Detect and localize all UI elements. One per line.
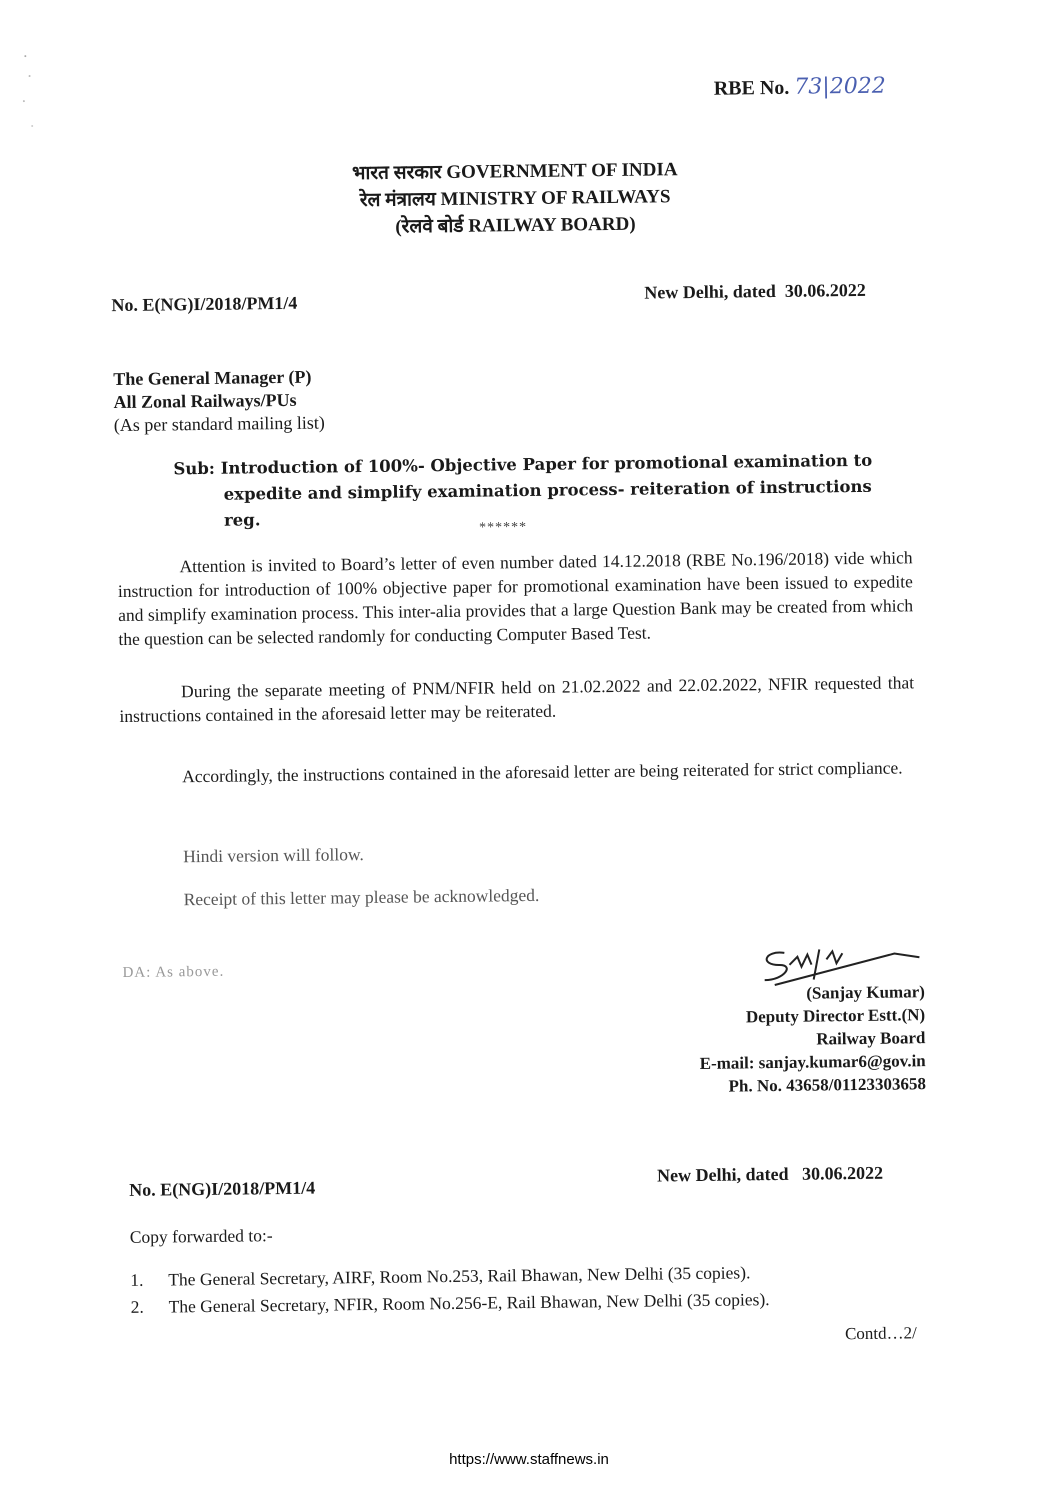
letter-date [644,280,866,304]
paragraph-2: During the separate meeting of PNM/NFIR held on 21.02.2022 and 22.02.2022, NFIR requested that instructions contained in the aforesaid letter may be reiterated. [119,672,915,727]
subject [173,447,914,534]
addressee [113,365,325,437]
addressee-line3: (As per standard mailing list) [113,412,325,436]
letterhead-line3: (रेलवे बोर्ड RAILWAY BOARD) [395,213,636,238]
subject-line2: expedite and simplify examination process- reiteration of instructions reg. [223,476,872,530]
letterhead-line2: रेल मंत्रालय MINISTRY OF RAILWAYS [359,186,671,212]
scan-speckle [15,46,46,136]
separator: ****** [479,520,528,536]
enclosure-note: DA: As above. [122,963,225,981]
paragraph-3: Accordingly, the instructions contained in the aforesaid letter are being reiterated for strict compliance. [182,757,903,787]
subject-line1: Sub: Introduction of 100%- Objective Paper for promotional examination to [173,450,873,479]
signatory-designation: Deputy Director Estt.(N) [745,1005,926,1027]
paragraph-acknowledge: Receipt of this letter may please be acknowledged. [183,884,540,910]
copy-heading: Copy forwarded to:- [129,1225,273,1247]
date-label: New Delhi, dated [644,280,776,303]
paragraph-hindi-version: Hindi version will follow. [183,844,364,867]
addressee-line2: All Zonal Railways/PUs [113,389,297,413]
date-value: 30.06.2022 [784,279,866,301]
paragraph-1: Attention is invited to Board’s letter of even number dated 14.12.2018 (RBE No.196/2018) vide which instruction for introduction of 100% objective paper for promotional examination have been issued to expedite and simplify examination process. This inter-alia provides that a large Question Bank may be created from which the question can be selected randomly for conducting Computer Based Test. [117,547,914,650]
copy-list [130,1259,770,1321]
signatory-phone: Ph. No. 43658/01123303658 [728,1074,927,1096]
signatory-email: E-mail: sanjay.kumar6@gov.in [699,1051,926,1073]
footer-url[interactable]: https://www.staffnews.in [449,1451,609,1468]
rbe-number [714,74,886,101]
signatory-name: (Sanjay Kumar) [806,982,925,1003]
list-item-text: The General Secretary, AIRF, Room No.253, Rail Bhawan, New Delhi (35 copies). [168,1262,751,1290]
copy-date-label: New Delhi, dated [656,1163,789,1186]
addressee-line1: The General Manager (P) [113,366,312,390]
list-item: 1. The General Secretary, AIRF, Room No.253, Rail Bhawan, New Delhi (35 copies). [130,1262,751,1290]
signatory-office: Railway Board [816,1028,926,1049]
list-item: 2. The General Secretary, NFIR, Room No.256-E, Rail Bhawan, New Delhi (35 copies). [130,1289,770,1317]
copy-reference-number: No. E(NG)I/2018/PM1/4 [129,1177,316,1200]
reference-number: No. E(NG)I/2018/PM1/4 [111,292,298,316]
copy-date [657,1163,883,1187]
list-item-text: The General Secretary, NFIR, Room No.256-E, Rail Bhawan, New Delhi (35 copies). [168,1289,770,1317]
letterhead-line1: भारत सरकार GOVERNMENT OF INDIA [351,159,678,185]
signature-block [605,980,926,1099]
rbe-label: RBE No. [713,76,790,100]
letterhead [235,155,796,243]
continued-note: Contd…2/ [844,1323,917,1344]
rbe-handwritten-number: 73|2022 [794,73,886,100]
copy-date-value: 30.06.2022 [801,1162,884,1184]
